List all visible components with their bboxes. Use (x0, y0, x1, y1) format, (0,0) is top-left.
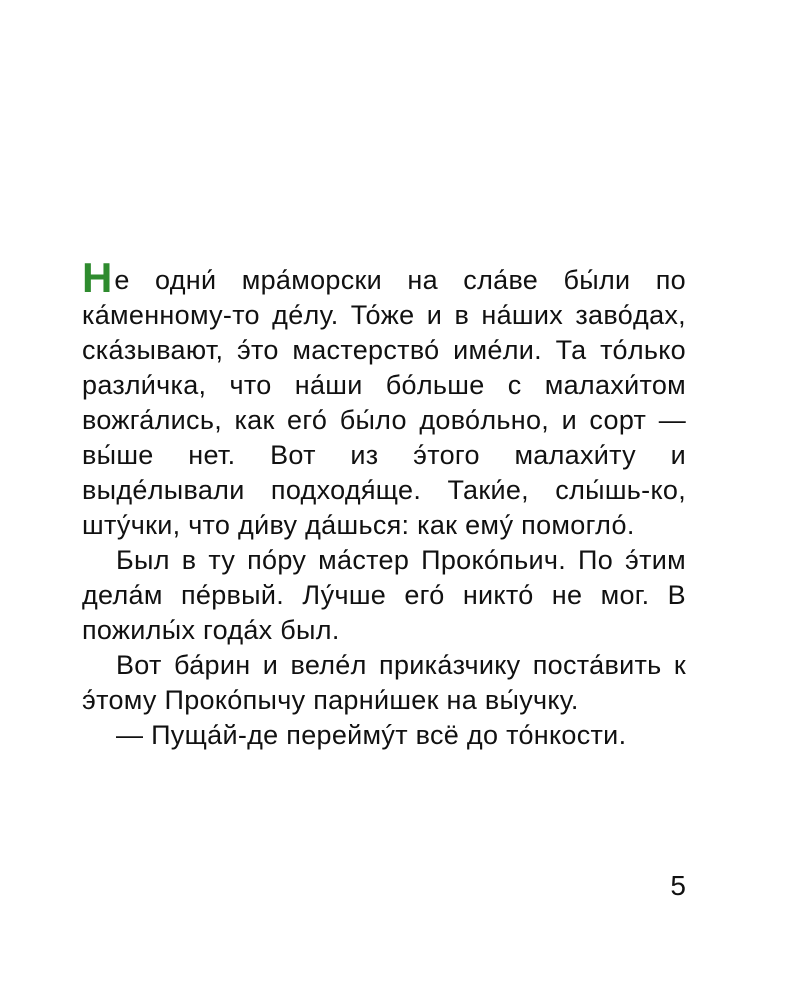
book-text-block (82, 254, 686, 753)
paragraph-1 (82, 254, 686, 543)
paragraph-3: Вот ба́рин и веле́л прика́зчику поста́вить к э́тому Проко́пычу парни́шек на вы́учку. (82, 650, 686, 715)
drop-cap-letter: Н (82, 254, 113, 301)
paragraph-1-text: е одни́ мра́морски на сла́ве бы́ли по ка́менному-то де́лу. То́же и в на́ших заво́дах, ска́зывают, э́то мастерство́ име́ли. Та то́лько разли́чка, что на́ши бо́льше с малахи́том вожга́лись, как его́ бы́ло дово́льно, и сорт — вы́ше нет. Вот из э́того малахи́ту и выде́лывали подходя́ще. Таки́е, слы́шь-ко, шту́чки, что ди́ву да́шься: как ему́ помогло́. (82, 265, 686, 540)
page-number: 5 (670, 870, 686, 901)
paragraph-2: Был в ту по́ру ма́стер Проко́пьич. По э́тим дела́м пе́рвый. Лу́чше его́ никто́ не мог. В пожилы́х года́х был. (82, 545, 686, 645)
paragraph-4: — Пуща́й-де переймýт всё до то́нкости. (116, 720, 627, 750)
